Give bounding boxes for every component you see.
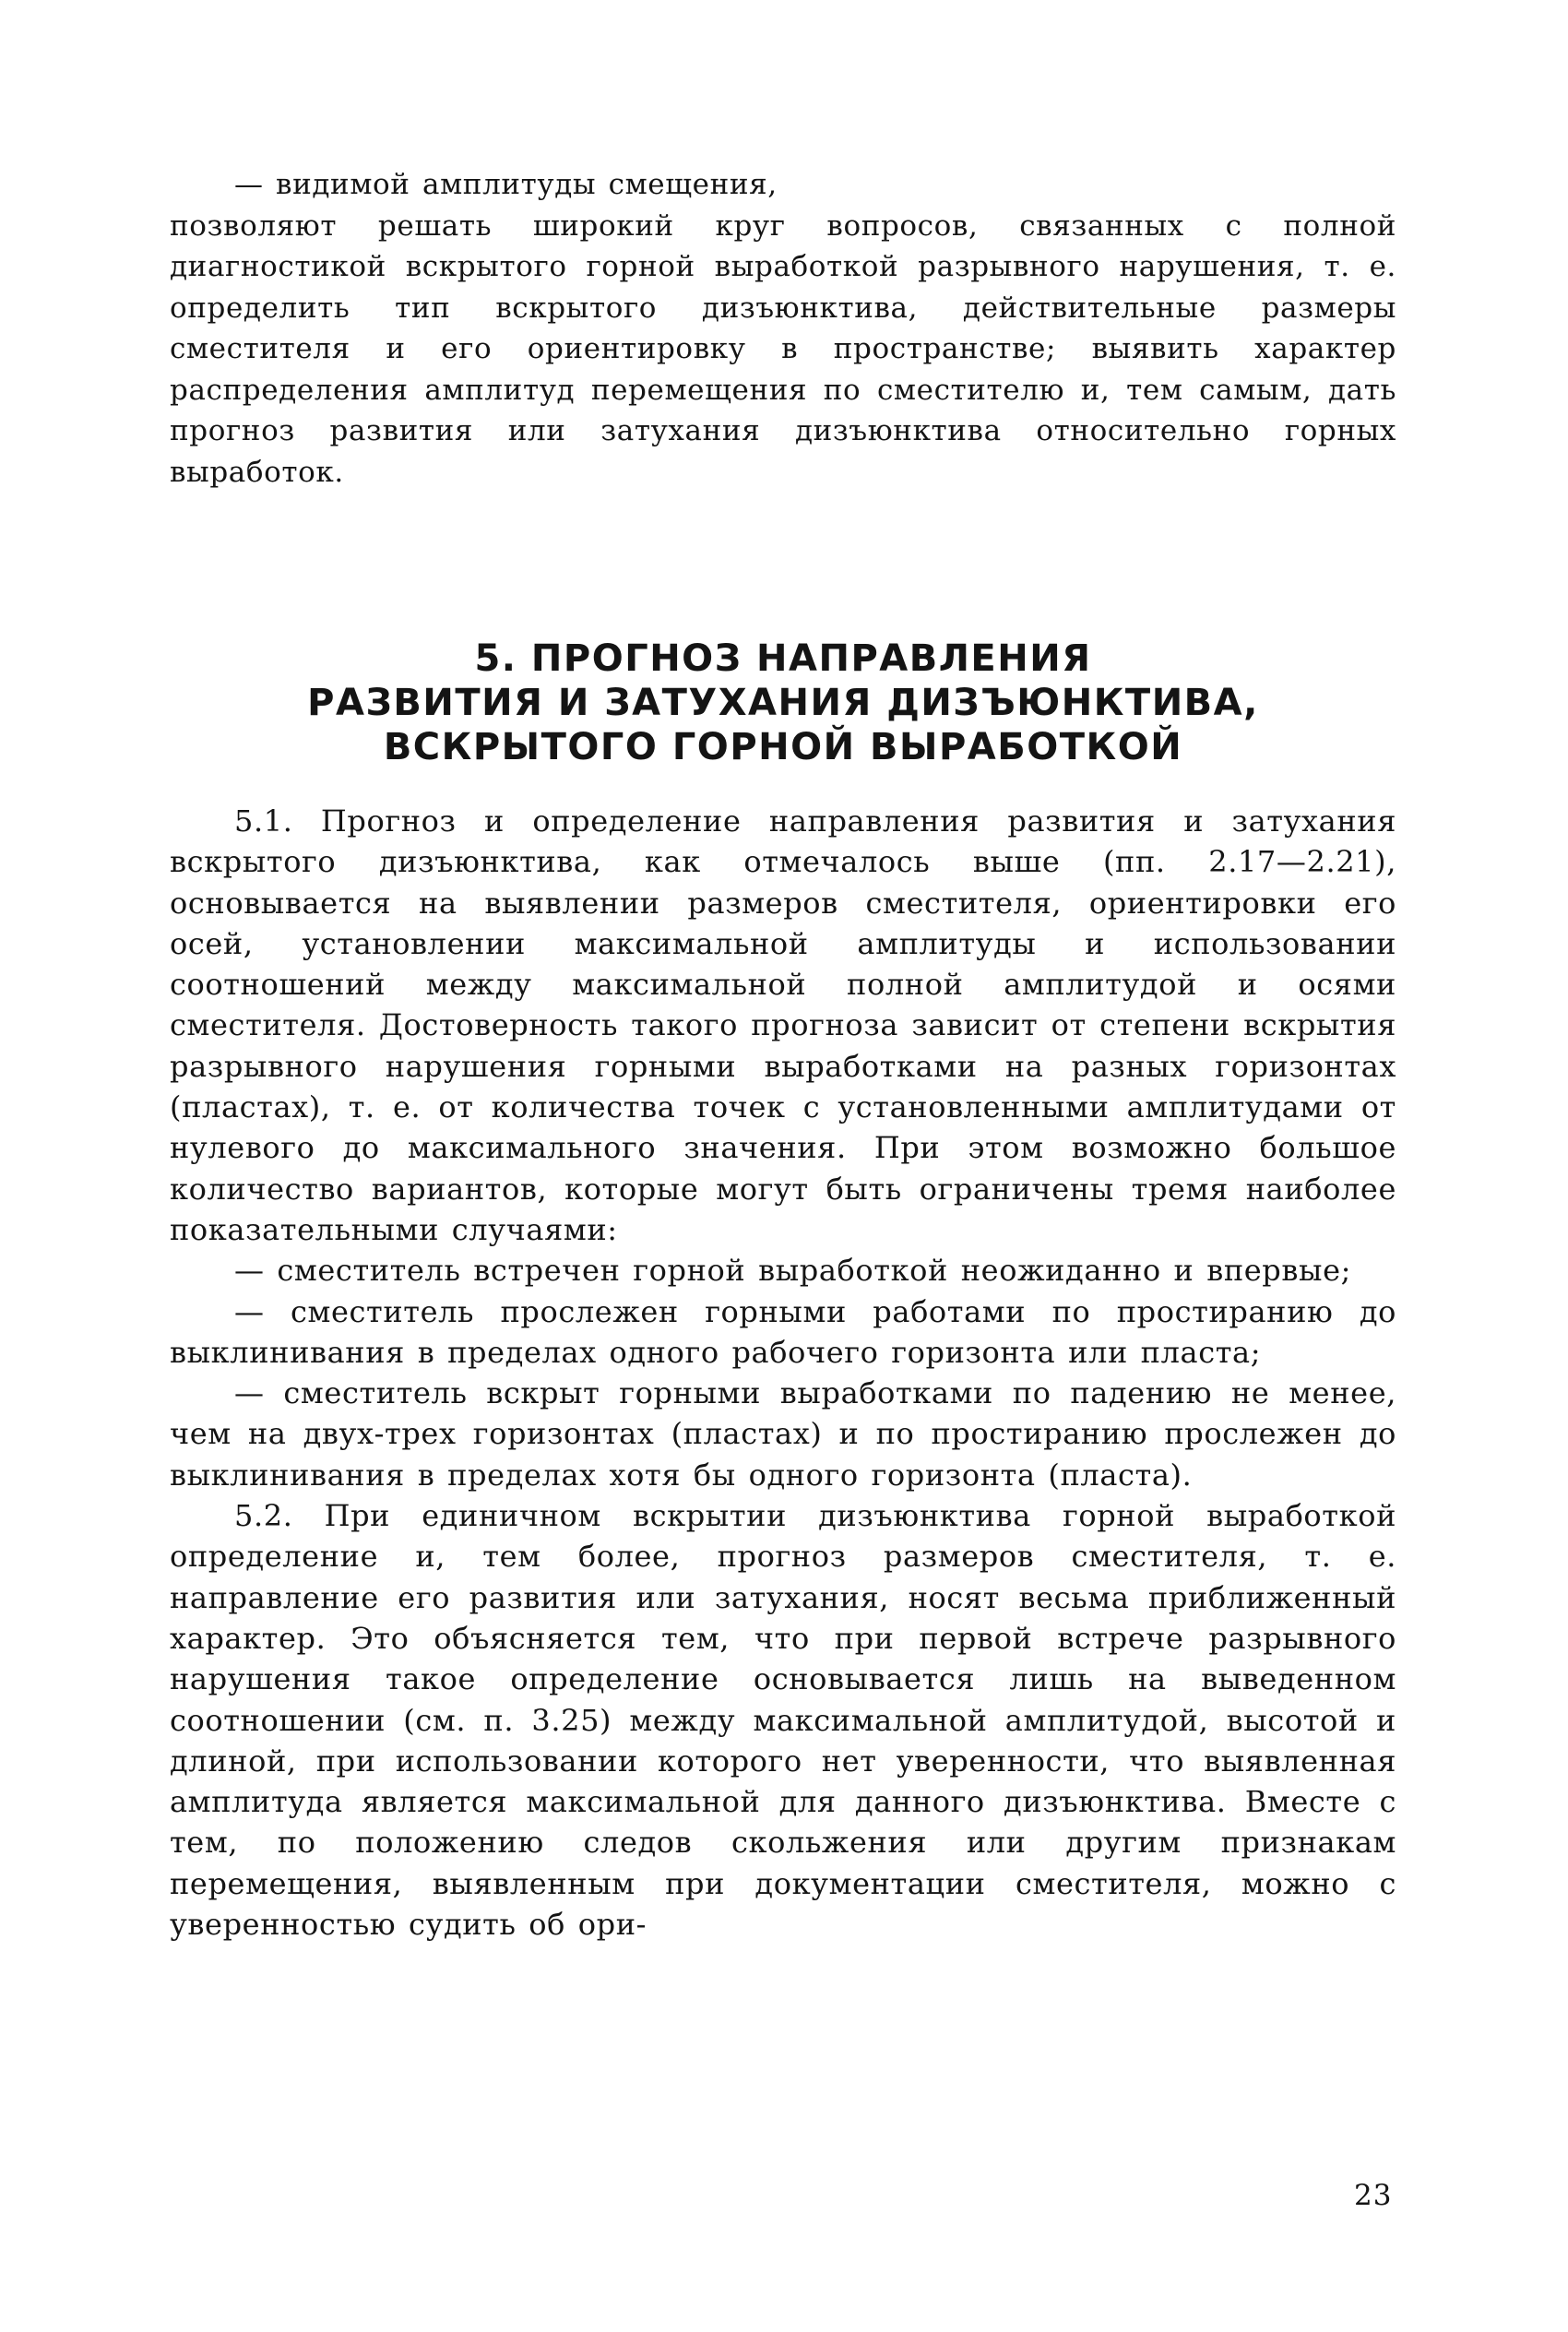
case-item-1: — сместитель встречен горной выработкой неожиданно и впервые; (234, 1253, 1351, 1289)
paragraph-5-1: 5.1. Прогноз и определение направления развития и затухания вскрытого дизъюнктива, как отмечалось выше (пп. 2.17—2.21), основывается на выявлении размеров сместителя, ориентировки его осей, установлении максимальной амплитуды и использовании соотношений между максимальной полной амплитудой и осями сместителя. Достоверность такого прогноза зависит от степени вскрытия разрывного нарушения горными выработками на разных горизонтах (пластах), т. е. от количества точек с установленными амплитудами от нулевого до максимального значения. При этом возможно большое количество вариантов, которые могут быть ограничены тремя наиболее показательными случаями: (170, 803, 1396, 1247)
case-item-3: — сместитель вскрыт горными выработками по падению не менее, чем на двух-трех горизонтах (пластах) и по простиранию прослежен до выклинивания в пределах хотя бы одного горизонта (пласта). (170, 1375, 1396, 1493)
intro-lead-line: — видимой амплитуды смещения, (234, 168, 778, 201)
section-title-line-3: ВСКРЫТОГО ГОРНОЙ ВЫРАБОТКОЙ (383, 726, 1183, 768)
section-body (170, 801, 1396, 1945)
section-title-line-1: 5. ПРОГНОЗ НАПРАВЛЕНИЯ (474, 637, 1092, 680)
intro-paragraph: позволяют решать широкий круг вопросов, связанных с полной диагностикой вскрытого горной выработкой разрывного нарушения, т. е. определить тип вскрытого дизъюнктива, действительные размеры сместителя и его ориентировку в пространстве; выявить характер распределения амплитуд перемещения по сместителю и, тем самым, дать прогноз развития или затухания дизъюнктива относительно горных выработок. (170, 208, 1396, 489)
section-title-line-2: РАЗВИТИЯ И ЗАТУХАНИЯ ДИЗЪЮНКТИВА, (307, 682, 1259, 724)
page-number: 23 (1354, 2179, 1393, 2212)
intro-block (170, 164, 1396, 493)
case-item-2: — сместитель прослежен горными работами по простиранию до выклинивания в пределах одного рабочего горизонта или пласта; (170, 1293, 1396, 1370)
section-heading (170, 637, 1396, 769)
paragraph-5-2: 5.2. При единичном вскрытии дизъюнктива горной выработкой определение и, тем более, прогноз размеров сместителя, т. е. направление его развития или затухания, носят весьма приближенный характер. Это объясняется тем, что при первой встрече разрывного нарушения такое определение основывается лишь на выведенном соотношении (см. п. 3.25) между максимальной амплитудой, высотой и длиной, при использовании которого нет уверенности, что выявленная амплитуда является максимальной для данного дизъюнктива. Вместе с тем, по положению следов скольжения или другим признакам перемещения, выявленным при документации сместителя, можно с уверенностью судить об ори- (170, 1498, 1396, 1943)
